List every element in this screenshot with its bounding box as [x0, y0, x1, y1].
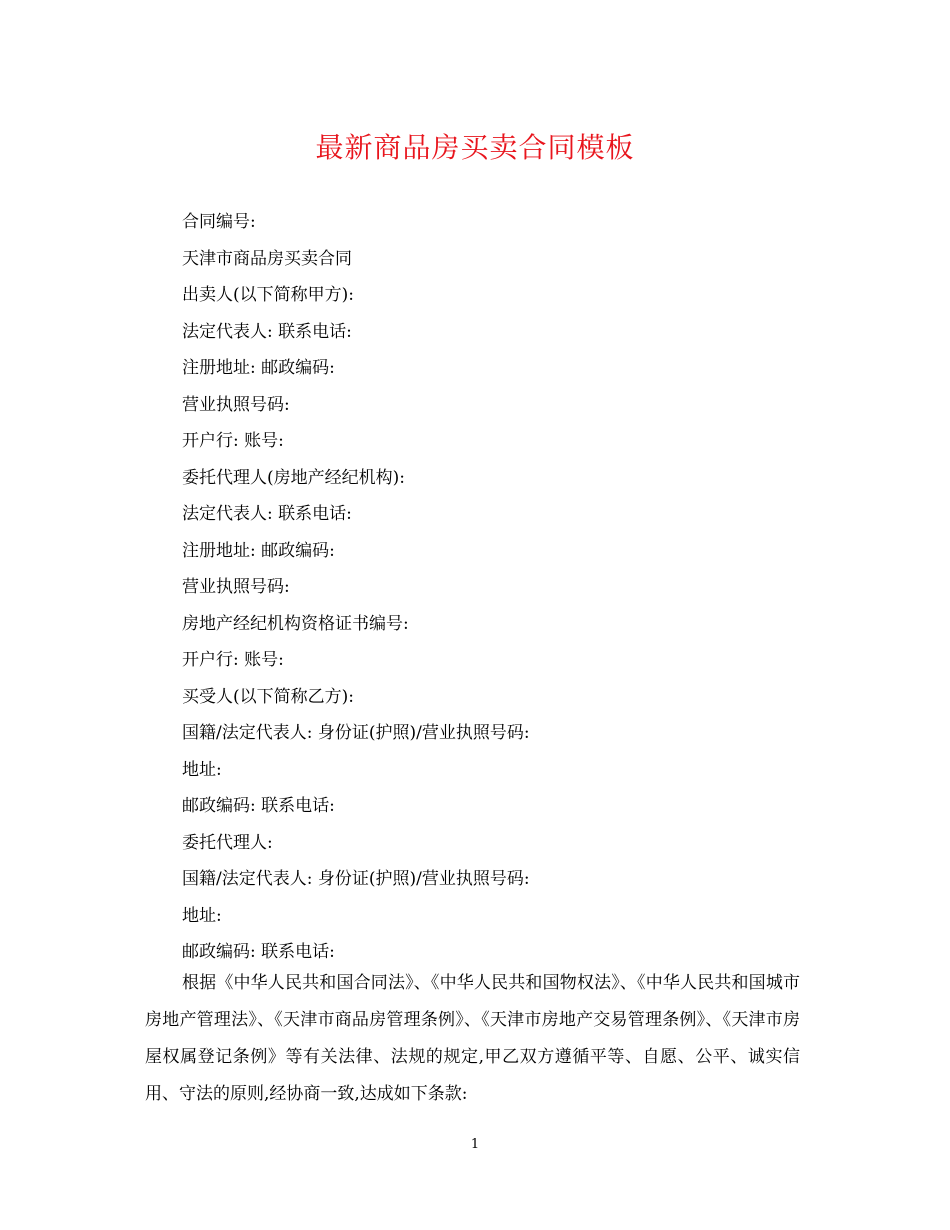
contract-field-line: 邮政编码: 联系电话:: [182, 942, 335, 962]
contract-field-line: 国籍/法定代表人: 身份证(护照)/营业执照号码:: [182, 723, 530, 743]
contract-field-line: 天津市商品房买卖合同: [182, 248, 352, 269]
contract-field-line: 委托代理人(房地产经纪机构):: [182, 467, 405, 488]
contract-field-line: 出卖人(以下简称甲方):: [182, 285, 354, 305]
page-number: 1: [470, 1137, 480, 1152]
contract-field-line: 房地产经纪机构资格证书编号:: [182, 613, 409, 634]
contract-field-line: 邮政编码: 联系电话:: [182, 796, 335, 816]
contract-field-line: 买受人(以下简称乙方):: [182, 686, 354, 707]
contract-field-line: 地址:: [182, 905, 222, 926]
contract-field-line: 合同编号:: [182, 212, 256, 232]
contract-field-line: 法定代表人: 联系电话:: [182, 504, 352, 524]
contract-field-line: 开户行: 账号:: [182, 431, 284, 451]
document-title: 最新商品房买卖合同模板: [315, 131, 635, 164]
contract-field-line: 营业执照号码:: [182, 577, 290, 597]
contract-field-line: 注册地址: 邮政编码:: [182, 358, 335, 378]
contract-field-line: 法定代表人: 联系电话:: [182, 321, 352, 342]
contract-field-line: 国籍/法定代表人: 身份证(护照)/营业执照号码:: [182, 869, 530, 889]
contract-field-line: 营业执照号码:: [182, 394, 290, 415]
contract-field-line: 开户行: 账号:: [182, 650, 284, 670]
contract-field-line: 地址:: [182, 759, 222, 780]
contract-field-list: [182, 204, 530, 971]
contract-field-line: 委托代理人:: [182, 832, 273, 853]
contract-field-line: 注册地址: 邮政编码:: [182, 540, 335, 561]
contract-preamble-paragraph: 根据《中华人民共和国合同法》、《中华人民共和国物权法》、《中华人民共和国城市房地产管理法》、《天津市商品房管理条例》、《天津市房地产交易管理条例》、《天津市房屋权属登记条例》等有关法律、法规的规定,甲乙双方遵循平等、自愿、公平、诚实信用、守法的原则,经协商一致,达成如下条款:: [145, 973, 800, 1104]
